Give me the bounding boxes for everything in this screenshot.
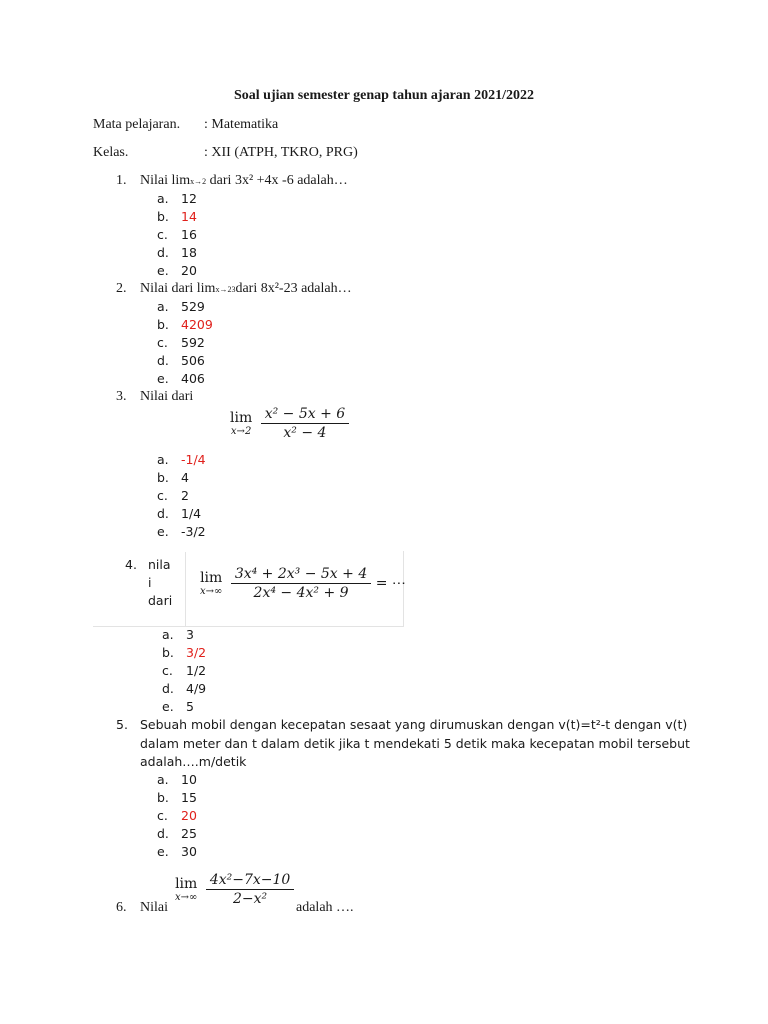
- option-text: 12: [181, 191, 197, 206]
- option-letter: b.: [157, 470, 169, 485]
- option-letter: e.: [157, 524, 169, 539]
- question-text-line: dari: [148, 593, 173, 608]
- option-letter: b.: [157, 209, 169, 224]
- question-number: 1.: [116, 173, 127, 188]
- option-letter: c.: [162, 663, 173, 678]
- option-text: 5: [186, 699, 194, 714]
- option-text-correct: 4209: [181, 317, 213, 332]
- question-text-line: nila: [148, 557, 171, 572]
- option-text: 3: [186, 627, 194, 642]
- option-letter: e.: [162, 699, 174, 714]
- limit-expression: lim x→∞ $\frac{\text{3x⁴ + 2x³ − 5x + 4}}{\text{2x⁴ − 4x² + 9}}$ = ⋯: [200, 566, 406, 601]
- option-letter: a.: [157, 299, 169, 314]
- class-label: Kelas.: [93, 145, 129, 160]
- question-number: 2.: [116, 281, 127, 296]
- option-letter: b.: [162, 645, 174, 660]
- option-letter: e.: [157, 371, 169, 386]
- question-number: 5.: [116, 717, 128, 732]
- limit-expression: lim x→∞ $\frac{\text{4x²−7x−10}}{\text{2−x²}}$: [175, 872, 294, 907]
- option-text-correct: -1/4: [181, 452, 206, 467]
- question-text-line: dalam meter dan t dalam detik jika t mendekati 5 detik maka kecepatan mobil tersebut: [140, 736, 690, 751]
- option-letter: e.: [157, 844, 169, 859]
- option-text: 1/4: [181, 506, 202, 521]
- option-letter: a.: [162, 627, 174, 642]
- question-text: Nilai: [140, 900, 168, 915]
- option-text: 529: [181, 299, 205, 314]
- question-number: 4.: [125, 557, 137, 572]
- option-text-correct: 14: [181, 209, 197, 224]
- page-title: Soal ujian semester genap tahun ajaran 2021/2022: [234, 88, 534, 103]
- option-text: 4/9: [186, 681, 207, 696]
- question-text: Nilai limx→2 dari 3x² +4x -6 adalah…: [140, 173, 348, 188]
- option-text: 18: [181, 245, 197, 260]
- option-text: 20: [181, 263, 197, 278]
- option-text: -3/2: [181, 524, 206, 539]
- option-letter: d.: [157, 245, 169, 260]
- question-text-line: adalah….m/detik: [140, 754, 247, 769]
- option-letter: e.: [157, 263, 169, 278]
- question-text-line: Sebuah mobil dengan kecepatan sesaat yang dirumuskan dengan v(t)=t²-t dengan v(t): [140, 717, 688, 732]
- question-number: 6.: [116, 900, 127, 915]
- option-text: 16: [181, 227, 197, 242]
- option-text: 2: [181, 488, 189, 503]
- class-value: : XII (ATPH, TKRO, PRG): [204, 145, 358, 160]
- subject-value: : Matematika: [204, 117, 279, 132]
- option-letter: d.: [157, 506, 169, 521]
- option-text: 1/2: [186, 663, 207, 678]
- option-letter: d.: [157, 826, 169, 841]
- limit-expression: lim x→2 $\frac{\text{x² − 5x + 6}}{\text{x² − 4}}$: [230, 406, 349, 441]
- subject-label: Mata pelajaran.: [93, 117, 181, 132]
- option-letter: a.: [157, 191, 169, 206]
- option-letter: a.: [157, 452, 169, 467]
- question-suffix: adalah ….: [296, 900, 354, 915]
- option-letter: c.: [157, 488, 168, 503]
- option-letter: b.: [157, 317, 169, 332]
- option-text: 506: [181, 353, 205, 368]
- option-text: 30: [181, 844, 197, 859]
- question-number: 3.: [116, 389, 127, 404]
- option-text: 592: [181, 335, 205, 350]
- option-letter: c.: [157, 808, 168, 823]
- option-text: 406: [181, 371, 205, 386]
- option-text: 25: [181, 826, 197, 841]
- option-letter: c.: [157, 335, 168, 350]
- option-text-correct: 20: [181, 808, 197, 823]
- question-text: Nilai dari: [140, 389, 194, 404]
- option-text: 15: [181, 790, 197, 805]
- option-letter: a.: [157, 772, 169, 787]
- option-text: 10: [181, 772, 197, 787]
- option-text: 4: [181, 470, 189, 485]
- option-text-correct: 3/2: [186, 645, 207, 660]
- option-letter: c.: [157, 227, 168, 242]
- option-letter: d.: [162, 681, 174, 696]
- option-letter: d.: [157, 353, 169, 368]
- question-text-line: i: [148, 575, 152, 590]
- question-text: Nilai dari limx→23dari 8x²-23 adalah…: [140, 281, 352, 296]
- table-divider: [185, 552, 186, 626]
- option-letter: b.: [157, 790, 169, 805]
